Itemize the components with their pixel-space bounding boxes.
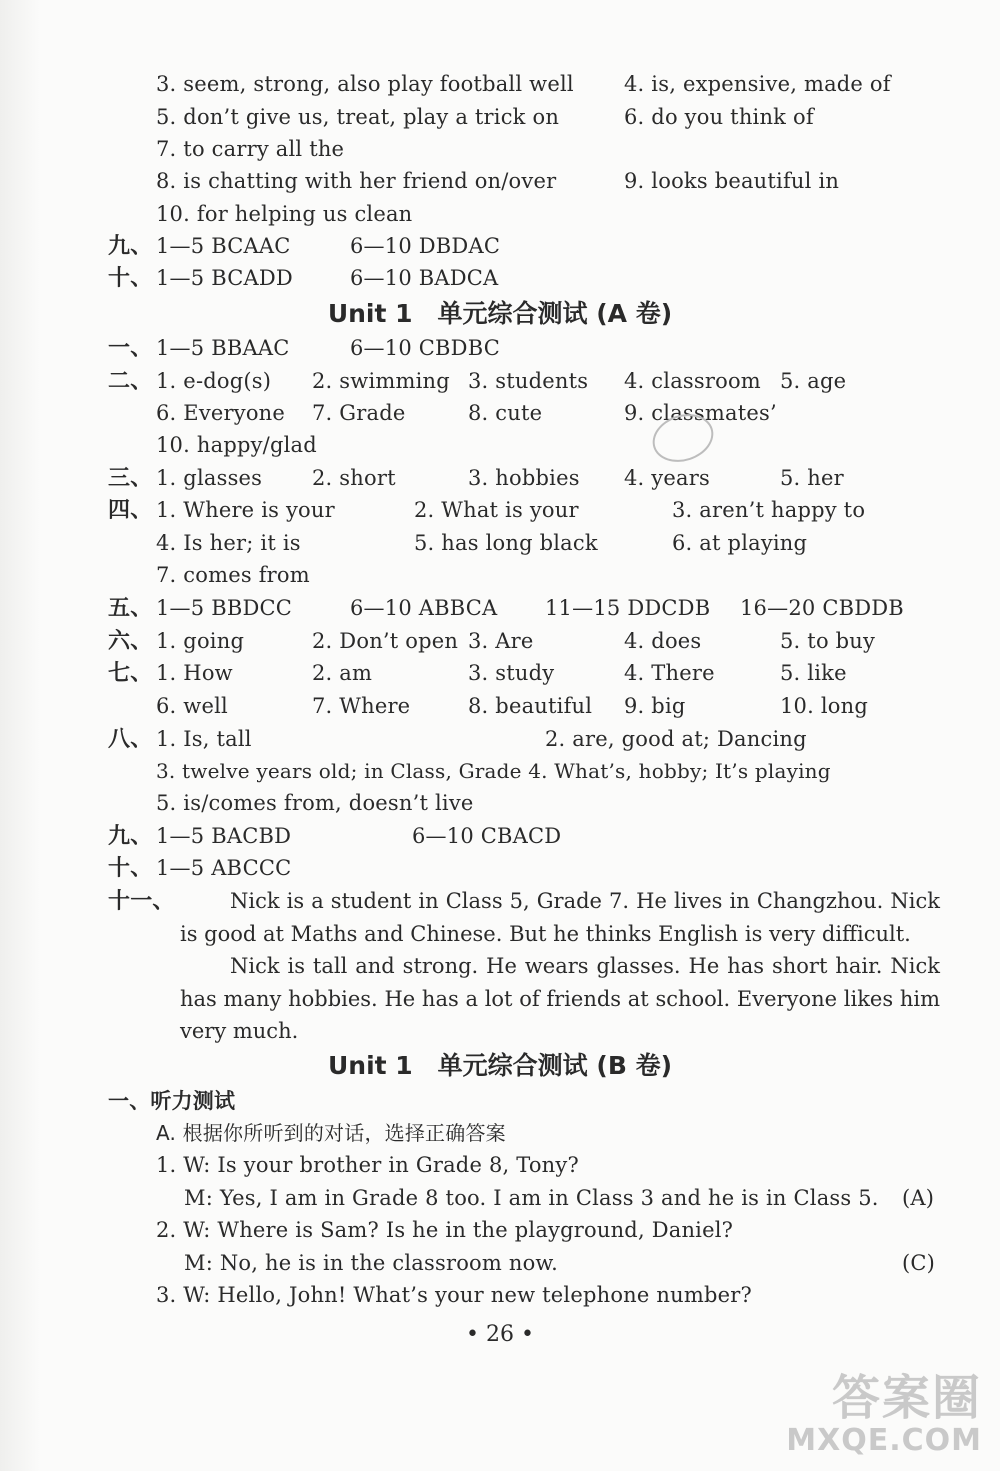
section-label: 九、: [108, 823, 153, 849]
answer-item: 3. students: [468, 369, 589, 393]
answer-line: 16—20 CBDDB: [740, 596, 904, 620]
answer-line: 9. looks beautiful in: [624, 169, 840, 193]
dialogue-line: M: No, he is in the classroom now.: [184, 1251, 558, 1275]
section-label: 七、: [108, 660, 153, 686]
dialogue-line: M: Yes, I am in Grade 8 too. I am in Class 3 and he is in Class 5.: [184, 1186, 879, 1210]
answer-line: 1—5 ABCCC: [156, 856, 292, 880]
dialogue-line: 1. W: Is your brother in Grade 8, Tony?: [156, 1153, 579, 1177]
answer-item: 7. Where: [312, 694, 411, 718]
answer-item: 10. long: [780, 694, 868, 718]
answer-line: 11—15 DDCDB: [545, 596, 711, 620]
answer-item: 8. cute: [468, 401, 543, 425]
answer-item: 1. glasses: [156, 466, 263, 490]
answer-item: 7. comes from: [156, 563, 310, 587]
answer-item: 9. big: [624, 694, 686, 718]
answer-item: 1. Where is your: [156, 498, 335, 522]
answer-item: 10. happy/glad: [156, 433, 317, 457]
answer-item: 3. hobbies: [468, 466, 580, 490]
answer-item: 1. Is, tall: [156, 727, 252, 751]
section-label: 十、: [108, 265, 153, 291]
writing-paragraph: Nick is a student in Class 5, Grade 7. He lives in Changzhou. Nick is good at Maths and Chinese. But he thinks English is very difficult.: [180, 889, 940, 946]
answer-line: 6—10 DBDAC: [350, 234, 501, 258]
answer-item: 3. Are: [468, 629, 534, 653]
answer-item: 4. does: [624, 629, 702, 653]
answer-item: 5. like: [780, 661, 847, 685]
writing-paragraph: Nick is tall and strong. He wears glasses. He has short hair. Nick has many hobbies. He has a lot of friends at school. Everyone likes him very much.: [180, 954, 940, 1043]
section-label: 六、: [108, 628, 153, 654]
answer-line: 1—5 BCAAC: [156, 234, 291, 258]
answer-line: 1—5 BBAAC: [156, 336, 290, 360]
answer-line: 4. is, expensive, made of: [624, 72, 891, 96]
answer-line: 1—5 BACBD: [156, 824, 292, 848]
page-number: • 26 •: [466, 1322, 534, 1347]
part-instruction: A. 根据你所听到的对话，选择正确答案: [156, 1121, 506, 1145]
answer-item: 2. short: [312, 466, 396, 490]
answer-line: 1—5 BCADD: [156, 266, 293, 290]
site-watermark: [786, 1371, 982, 1457]
answer-item: 4. Is her; it is: [156, 531, 301, 555]
answer-line: 6. do you think of: [624, 105, 814, 129]
answer-line: 6—10 CBDBC: [350, 336, 500, 360]
answer-item: 2. am: [312, 661, 373, 685]
answer-item: 1. e-dog(s): [156, 369, 272, 393]
writing-sample: [180, 885, 940, 1048]
section-label: 五、: [108, 595, 153, 621]
answer-item: 6. at playing: [672, 531, 808, 555]
answer-item: 4. There: [624, 661, 715, 685]
section-label: 十、: [108, 855, 153, 881]
section-label: 八、: [108, 726, 153, 752]
answer-item: 5. her: [780, 466, 844, 490]
section-label: 二、: [108, 368, 153, 394]
answer-line: 3. seem, strong, also play football well: [156, 72, 574, 96]
answer-item: 5. is/comes from, doesn’t live: [156, 791, 474, 815]
answer-item: 6. Everyone: [156, 401, 286, 425]
watermark-url: MXQE.COM: [786, 1423, 982, 1458]
answer-item: 3. study: [468, 661, 555, 685]
unit-b-title: Unit 1 单元综合测试 (B 卷): [327, 1051, 673, 1080]
section-label: 三、: [108, 465, 153, 491]
section-label: 九、: [108, 233, 153, 259]
dialogue-line: 2. W: Where is Sam? Is he in the playground, Daniel?: [156, 1218, 734, 1242]
section-label: 十一、: [108, 888, 175, 914]
answer-line: 7. to carry all the: [156, 137, 345, 161]
answer-item: 8. beautiful: [468, 694, 593, 718]
answer-line: 10. for helping us clean: [156, 202, 413, 226]
unit-a-title: Unit 1 单元综合测试 (A 卷): [327, 299, 673, 328]
answer-item: 3. twelve years old; in Class, Grade 4. What’s, hobby; It’s playing: [156, 759, 831, 783]
answer-item: 4. classroom: [624, 369, 761, 393]
watermark-logo-text: 答案圈: [831, 1370, 982, 1426]
answer-item: 6. well: [156, 694, 228, 718]
answer-item: 2. are, good at; Dancing: [545, 727, 807, 751]
section-heading: 一、听力测试: [108, 1089, 236, 1113]
answer-choice: (C): [902, 1251, 936, 1275]
answer-choice: (A): [902, 1186, 935, 1210]
answer-line: 6—10 ABBCA: [350, 596, 498, 620]
answer-item: 2. swimming: [312, 369, 450, 393]
answer-line: 6—10 BADCA: [350, 266, 499, 290]
answer-item: 2. What is your: [414, 498, 579, 522]
answer-item: 5. has long black: [414, 531, 598, 555]
section-label: 一、: [108, 335, 153, 361]
answer-item: 1. going: [156, 629, 245, 653]
answer-line: 5. don’t give us, treat, play a trick on: [156, 105, 560, 129]
answer-item: 7. Grade: [312, 401, 406, 425]
answer-item: 5. to buy: [780, 629, 876, 653]
page-edge-shadow: [0, 0, 40, 1471]
section-label: 四、: [108, 497, 153, 523]
answer-item: 1. How: [156, 661, 233, 685]
answer-item: 3. aren’t happy to: [672, 498, 866, 522]
answer-line: 1—5 BBDCC: [156, 596, 293, 620]
dialogue-line: 3. W: Hello, John! What’s your new telephone number?: [156, 1283, 752, 1307]
answer-line: 6—10 CBACD: [412, 824, 562, 848]
answer-item: 4. years: [624, 466, 710, 490]
answer-item: 2. Don’t open: [312, 629, 459, 653]
answer-line: 8. is chatting with her friend on/over: [156, 169, 557, 193]
answer-item: 9. classmates’: [624, 401, 777, 425]
answer-item: 5. age: [780, 369, 847, 393]
